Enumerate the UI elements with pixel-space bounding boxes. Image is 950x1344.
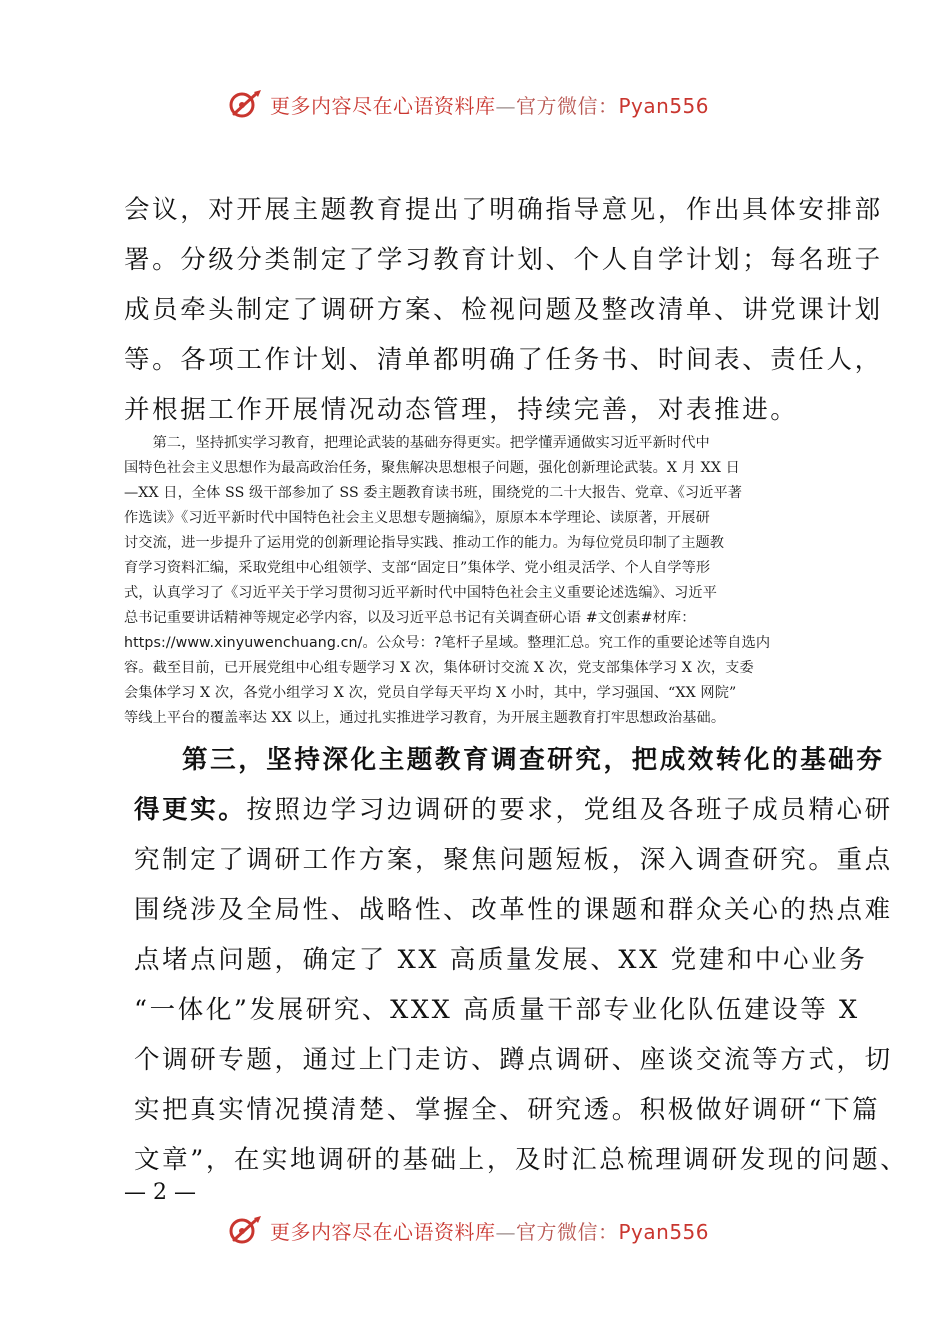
small-paragraph-line: —XX 日，全体 SS 级干部参加了 SS 委主题教育读书班，围绕党的二十大报告、党章、《习近平著: [124, 485, 743, 501]
small-paragraph-line: 讨交流，进一步提升了运用党的创新理论指导实践、推动工作的能力。为每位党员印制了主题教: [124, 535, 725, 551]
page-number: — 2 —: [124, 1180, 196, 1205]
paragraph-line: 点堵点问题，确定了 XX 高质量发展、XX 党建和中心业务: [134, 945, 868, 975]
watermark-banner-top: [0, 84, 950, 124]
section-heading-continued: [134, 790, 893, 826]
watermark-text: 更多内容尽在心语资料库—官方微信：Pyan556: [270, 94, 710, 118]
paragraph-line: 文章”，在实地调研的基础上，及时汇总梳理调研发现的问题、: [134, 1145, 909, 1175]
small-paragraph-line: 第二，坚持抓实学习教育，把理论武装的基础夯得更实。把学懂弄通做实习近平新时代中: [124, 435, 710, 451]
small-paragraph-line: 容。截至目前，已开展党组中心组专题学习 X 次，集体研讨交流 X 次，党支部集体学习 X 次，支委: [124, 660, 754, 676]
paragraph-line: 究制定了调研工作方案，聚焦问题短板，深入调查研究。重点: [134, 845, 893, 875]
paragraph-line: 会议，对开展主题教育提出了明确指导意见，作出具体安排部: [124, 195, 883, 225]
heading-bold-part: 得更实。: [134, 795, 247, 825]
paragraph-line: 成员牵头制定了调研方案、检视问题及整改清单、讲党课计划: [124, 295, 883, 325]
paragraph-line: 并根据工作开展情况动态管理，持续完善，对表推进。: [124, 395, 799, 425]
small-paragraph-line: 式，认真学习了《习近平关于学习贯彻习近平新时代中国特色社会主义重要论述选编》、习近平: [124, 585, 717, 601]
watermark-banner-bottom: [0, 1210, 950, 1250]
brush-logo-icon: [228, 1214, 264, 1246]
brush-logo-icon: [228, 88, 264, 120]
paragraph-line: 围绕涉及全局性、战略性、改革性的课题和群众关心的热点难: [134, 895, 893, 925]
paragraph-line: 等。各项工作计划、清单都明确了任务书、时间表、责任人，: [124, 345, 883, 375]
heading-rest: 按照边学习边调研的要求，党组及各班子成员精心研: [246, 795, 893, 825]
paragraph-line: 署。分级分类制定了学习教育计划、个人自学计划；每名班子: [124, 245, 883, 275]
small-paragraph-line: 育学习资料汇编，采取党组中心组领学、支部“固定日”集体学、党小组灵活学、个人自学等形: [124, 560, 711, 576]
small-paragraph-line: 总书记重要讲话精神等规定必学内容，以及习近平总书记有关调查研心语 #文创素#材库：: [124, 610, 696, 626]
paragraph-line: 个调研专题，通过上门走访、蹲点调研、座谈交流等方式，切: [134, 1045, 893, 1075]
small-paragraph-line: 作选读》《习近平新时代中国特色社会主义思想专题摘编》，原原本本学理论、读原著，开展研: [124, 510, 710, 526]
watermark-text: 更多内容尽在心语资料库—官方微信：Pyan556: [270, 1220, 710, 1244]
small-paragraph-line: 国特色社会主义思想作为最高政治任务，聚焦解决思想根子问题，强化创新理论武装。X 月 XX 日: [124, 460, 740, 476]
small-paragraph-line: 会集体学习 X 次，各党小组学习 X 次，党员自学每天平均 X 小时，其中，学习强国、“XX 网院”: [124, 685, 737, 701]
small-paragraph-line: 等线上平台的覆盖率达 XX 以上，通过扎实推进学习教育，为开展主题教育打牢思想政治基础。: [124, 710, 726, 726]
paragraph-line: 实把真实情况摸清楚、掌握全、研究透。积极做好调研“下篇: [134, 1095, 881, 1125]
small-paragraph-line: https://www.xinyuwenchuang.cn/。公众号：?笔杆子星域。整理汇总。究工作的重要论述等自选内: [124, 635, 771, 651]
paragraph-line: “一体化”发展研究、XXX 高质量干部专业化队伍建设等 X: [134, 995, 860, 1025]
section-heading: 第三，坚持深化主题教育调查研究，把成效转化的基础夯: [182, 745, 885, 775]
